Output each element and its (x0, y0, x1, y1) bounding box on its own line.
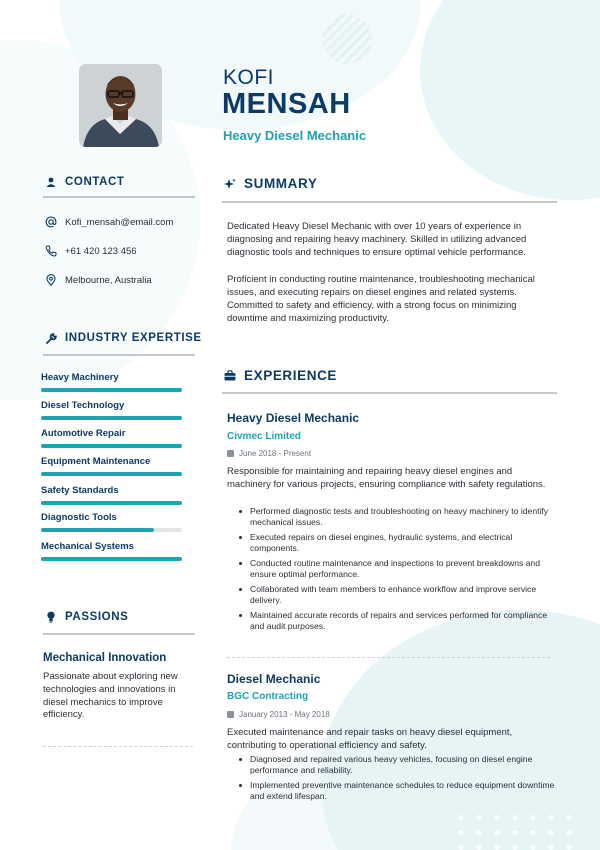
briefcase-icon (224, 370, 236, 382)
skill-label: Diesel Technology (41, 400, 125, 411)
lightbulb-icon (45, 611, 57, 623)
at-sign-icon (45, 216, 57, 228)
contact-heading (45, 176, 125, 188)
skill-label: Equipment Maintenance (41, 456, 151, 467)
last-name: MENSAH (222, 88, 351, 120)
skill-label: Heavy Machinery (41, 372, 119, 383)
first-name: KOFI (223, 66, 275, 89)
experience-heading-label: EXPERIENCE (244, 368, 338, 383)
skill-label: Diagnostic Tools (41, 512, 117, 523)
wrench-icon (45, 332, 57, 344)
skill-item (41, 485, 182, 505)
job-title: Heavy Diesel Mechanic (227, 411, 360, 425)
passion-description: Passionate about exploring new technologies and innovations in diesel mechanics to improve efficiency. (43, 671, 178, 721)
skill-level-fill (41, 388, 182, 392)
skill-level-bar (41, 444, 182, 448)
passions-heading (45, 611, 128, 623)
job-dates-text: January 2013 - May 2018 (239, 710, 330, 719)
list-item: Collaborated with team members to enhance workflow and improve service delivery. (238, 584, 556, 606)
list-item: Conducted routine maintenance and inspections to prevent breakdowns and ensure optimal performance. (238, 558, 556, 580)
sparkle-icon (224, 178, 236, 190)
skill-level-fill (41, 444, 182, 448)
contact-phone[interactable] (45, 245, 137, 257)
location-pin-icon (45, 274, 57, 286)
dashed-divider (43, 746, 193, 747)
job-description: Executed maintenance and repair tasks on heavy diesel equipment, contributing to operational efficiency and safety. (227, 727, 513, 751)
job-title: Heavy Diesel Mechanic (223, 128, 367, 143)
section-divider (43, 196, 195, 198)
skill-level-fill (41, 557, 182, 561)
skill-level-bar (41, 472, 182, 476)
phone-text: +61 420 123 456 (65, 245, 137, 257)
summary-heading (224, 176, 317, 191)
profile-photo (79, 64, 162, 147)
skill-level-fill (41, 416, 182, 420)
person-portrait-icon (79, 64, 162, 147)
skill-item (41, 456, 182, 476)
phone-icon (45, 245, 57, 257)
skill-level-bar (41, 557, 182, 561)
job-dates (227, 449, 311, 458)
dashed-divider (227, 657, 550, 658)
decorative-stripes (322, 14, 372, 64)
list-item: Diagnosed and repaired various heavy vehicles, focusing on diesel engine performance and reliability. (238, 754, 556, 776)
person-icon (45, 176, 57, 188)
section-divider (222, 201, 557, 203)
passion-title: Mechanical Innovation (43, 652, 167, 664)
passions-heading-label: PASSIONS (65, 611, 129, 623)
skill-level-bar (41, 528, 182, 532)
skill-level-fill (41, 528, 154, 532)
skill-level-fill (41, 472, 182, 476)
skill-item (41, 400, 182, 420)
email-text: Kofi_mensah@email.com (65, 216, 174, 228)
expertise-heading-label: INDUSTRY EXPERTISE (65, 332, 202, 344)
section-divider (222, 392, 557, 394)
list-item: Executed repairs on diesel engines, hydraulic systems, and electrical components. (238, 532, 556, 554)
job-bullets (238, 506, 556, 636)
job-title: Diesel Mechanic (227, 672, 321, 686)
job-dates (227, 710, 330, 719)
list-item: Performed diagnostic tests and troubleshooting on heavy machinery to identify mechanical issues. (238, 506, 556, 528)
summary-paragraph: Dedicated Heavy Diesel Mechanic with over 10 years of experience in diagnosing and repairing heavy machinery. Skilled in utilizing advanced diagnostic tools and techniques to ensure optimal vehicle performance. (227, 221, 527, 258)
skill-item (41, 541, 182, 561)
experience-heading (224, 368, 337, 383)
location-text: Melbourne, Australia (65, 274, 152, 286)
skill-label: Automotive Repair (41, 428, 126, 439)
skill-level-fill (41, 501, 182, 505)
background-shape (420, 0, 600, 200)
skill-level-bar (41, 388, 182, 392)
contact-email[interactable] (45, 216, 173, 228)
skill-label: Safety Standards (41, 485, 119, 496)
skill-label: Mechanical Systems (41, 541, 134, 552)
section-divider (43, 354, 195, 356)
summary-heading-label: SUMMARY (244, 176, 318, 191)
decorative-dots (452, 810, 582, 850)
expertise-heading (45, 332, 202, 344)
skill-level-bar (41, 501, 182, 505)
list-item: Maintained accurate records of repairs and services performed for compliance and audit purposes. (238, 610, 556, 632)
summary-paragraph: Proficient in conducting routine maintenance, troubleshooting mechanical issues, and executing repairs on diesel engines and related systems. Committed to safety and efficiency, with a strong focus on minimizing downtime and maximizing productivity. (227, 274, 535, 324)
list-item: Implemented preventive maintenance schedules to reduce equipment downtime and extend lifespan. (238, 780, 556, 802)
section-divider (43, 633, 195, 635)
skill-item (41, 512, 182, 532)
job-bullets (238, 754, 556, 806)
job-description: Responsible for maintaining and repairing heavy diesel engines and machinery for various projects, ensuring compliance with safety regulations. (227, 466, 546, 490)
company-name: Civmec Limited (227, 431, 301, 442)
calendar-icon (227, 450, 234, 457)
company-name: BGC Contracting (227, 691, 309, 702)
skill-level-bar (41, 416, 182, 420)
contact-heading-label: CONTACT (65, 176, 125, 188)
skill-item (41, 372, 182, 392)
skill-item (41, 428, 182, 448)
job-dates-text: June 2018 - Present (239, 449, 312, 458)
contact-location (45, 274, 152, 286)
calendar-icon (227, 711, 234, 718)
